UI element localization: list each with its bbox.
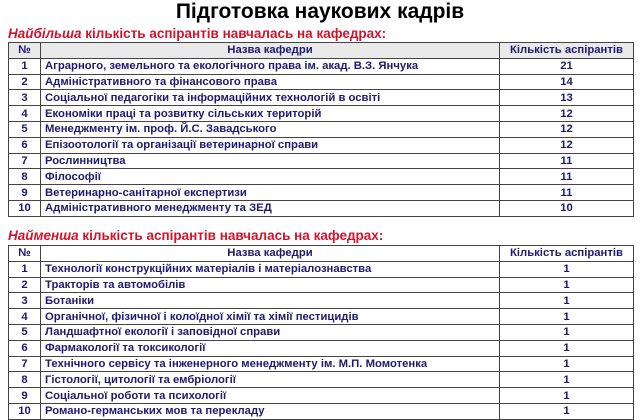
table-row bbox=[9, 137, 634, 153]
student-count: 10 bbox=[500, 200, 634, 216]
row-number: 4 bbox=[9, 309, 41, 325]
student-count: 12 bbox=[500, 121, 634, 137]
table-row bbox=[9, 169, 634, 185]
department-name: Гістології, цитології та ембріології bbox=[41, 372, 500, 388]
department-name: Філософії bbox=[41, 169, 500, 185]
column-header-number: № bbox=[9, 246, 41, 262]
row-number: 3 bbox=[9, 90, 41, 106]
row-number: 7 bbox=[9, 153, 41, 169]
department-name: Органічної, фізичної і колоїдної хімії та хімії пестицидів bbox=[41, 309, 500, 325]
table-row bbox=[9, 324, 634, 340]
department-name: Менеджменту ім. проф. Й.С. Завадського bbox=[41, 121, 500, 137]
table-row bbox=[9, 74, 634, 90]
row-number: 5 bbox=[9, 324, 41, 340]
student-count: 1 bbox=[500, 293, 634, 309]
student-count: 14 bbox=[500, 74, 634, 90]
student-count: 1 bbox=[500, 388, 634, 404]
heading-text: кількість аспірантів навчалась на кафедрах: bbox=[81, 26, 387, 41]
table-row bbox=[9, 293, 634, 309]
table-smallest bbox=[8, 245, 634, 420]
student-count: 1 bbox=[500, 277, 634, 293]
page-title: Підготовка наукових кадрів bbox=[175, 0, 465, 23]
student-count: 1 bbox=[500, 324, 634, 340]
department-name: Соціальної педагогіки та інформаційних технологій в освіті bbox=[41, 90, 500, 106]
section-heading-largest bbox=[8, 26, 386, 42]
row-number: 9 bbox=[9, 388, 41, 404]
row-number: 5 bbox=[9, 121, 41, 137]
row-number: 6 bbox=[9, 137, 41, 153]
student-count: 1 bbox=[500, 356, 634, 372]
row-number: 8 bbox=[9, 372, 41, 388]
heading-text: кількість аспірантів навчалась на кафедрах: bbox=[78, 228, 384, 243]
column-header-department: Назва кафедри bbox=[41, 43, 500, 59]
table-row bbox=[9, 185, 634, 201]
row-number: 10 bbox=[9, 200, 41, 216]
heading-emphasis: Найбільша bbox=[8, 26, 82, 41]
student-count: 11 bbox=[500, 185, 634, 201]
row-number: 2 bbox=[9, 277, 41, 293]
row-number: 6 bbox=[9, 340, 41, 356]
table-largest bbox=[8, 42, 634, 217]
student-count: 12 bbox=[500, 106, 634, 122]
table-row bbox=[9, 261, 634, 277]
row-number: 2 bbox=[9, 74, 41, 90]
student-count: 21 bbox=[500, 58, 634, 74]
table-row bbox=[9, 153, 634, 169]
table-row bbox=[9, 340, 634, 356]
student-count: 1 bbox=[500, 261, 634, 277]
row-number: 3 bbox=[9, 293, 41, 309]
department-name: Адміністративного менеджменту та ЗЕД bbox=[41, 200, 500, 216]
department-name: Технічного сервісу та інженерного менеджменту ім. М.П. Момотенка bbox=[41, 356, 500, 372]
table-row bbox=[9, 121, 634, 137]
department-name: Ветеринарно-санітарної експертизи bbox=[41, 185, 500, 201]
table-header-row bbox=[9, 43, 634, 59]
student-count: 1 bbox=[500, 372, 634, 388]
student-count: 11 bbox=[500, 169, 634, 185]
row-number: 8 bbox=[9, 169, 41, 185]
column-header-department: Назва кафедри bbox=[41, 246, 500, 262]
department-name: Тракторів та автомобілів bbox=[41, 277, 500, 293]
student-count: 1 bbox=[500, 403, 634, 419]
row-number: 7 bbox=[9, 356, 41, 372]
section-heading-smallest bbox=[8, 228, 383, 244]
department-name: Ландшафтної екології і заповідної справи bbox=[41, 324, 500, 340]
column-header-count: Кількість аспірантів bbox=[500, 246, 634, 262]
department-name: Адміністративного та фінансового права bbox=[41, 74, 500, 90]
table-row bbox=[9, 106, 634, 122]
row-number: 1 bbox=[9, 261, 41, 277]
department-name: Епізоотології та організації ветеринарної справи bbox=[41, 137, 500, 153]
table-header-row bbox=[9, 246, 634, 262]
table-row bbox=[9, 372, 634, 388]
table-row bbox=[9, 90, 634, 106]
department-name: Аграрного, земельного та екологічного права ім. акад. В.З. Янчука bbox=[41, 58, 500, 74]
student-count: 1 bbox=[500, 309, 634, 325]
department-name: Технології конструкційних матеріалів і матеріалознавства bbox=[41, 261, 500, 277]
column-header-count: Кількість аспірантів bbox=[500, 43, 634, 59]
heading-emphasis: Найменша bbox=[8, 228, 79, 243]
table-row bbox=[9, 356, 634, 372]
student-count: 1 bbox=[500, 340, 634, 356]
student-count: 13 bbox=[500, 90, 634, 106]
student-count: 11 bbox=[500, 153, 634, 169]
department-name: Фармакології та токсикології bbox=[41, 340, 500, 356]
table-row bbox=[9, 309, 634, 325]
row-number: 10 bbox=[9, 403, 41, 419]
table-row bbox=[9, 388, 634, 404]
student-count: 12 bbox=[500, 137, 634, 153]
table-row bbox=[9, 200, 634, 216]
department-name: Економіки праці та розвитку сільських територій bbox=[41, 106, 500, 122]
department-name: Романо-германських мов та перекладу bbox=[41, 403, 500, 419]
department-name: Рослинництва bbox=[41, 153, 500, 169]
department-name: Соціальної роботи та психології bbox=[41, 388, 500, 404]
department-name: Ботаніки bbox=[41, 293, 500, 309]
column-header-number: № bbox=[9, 43, 41, 59]
table-row bbox=[9, 277, 634, 293]
table-row bbox=[9, 58, 634, 74]
row-number: 9 bbox=[9, 185, 41, 201]
table-row bbox=[9, 403, 634, 419]
row-number: 1 bbox=[9, 58, 41, 74]
row-number: 4 bbox=[9, 106, 41, 122]
